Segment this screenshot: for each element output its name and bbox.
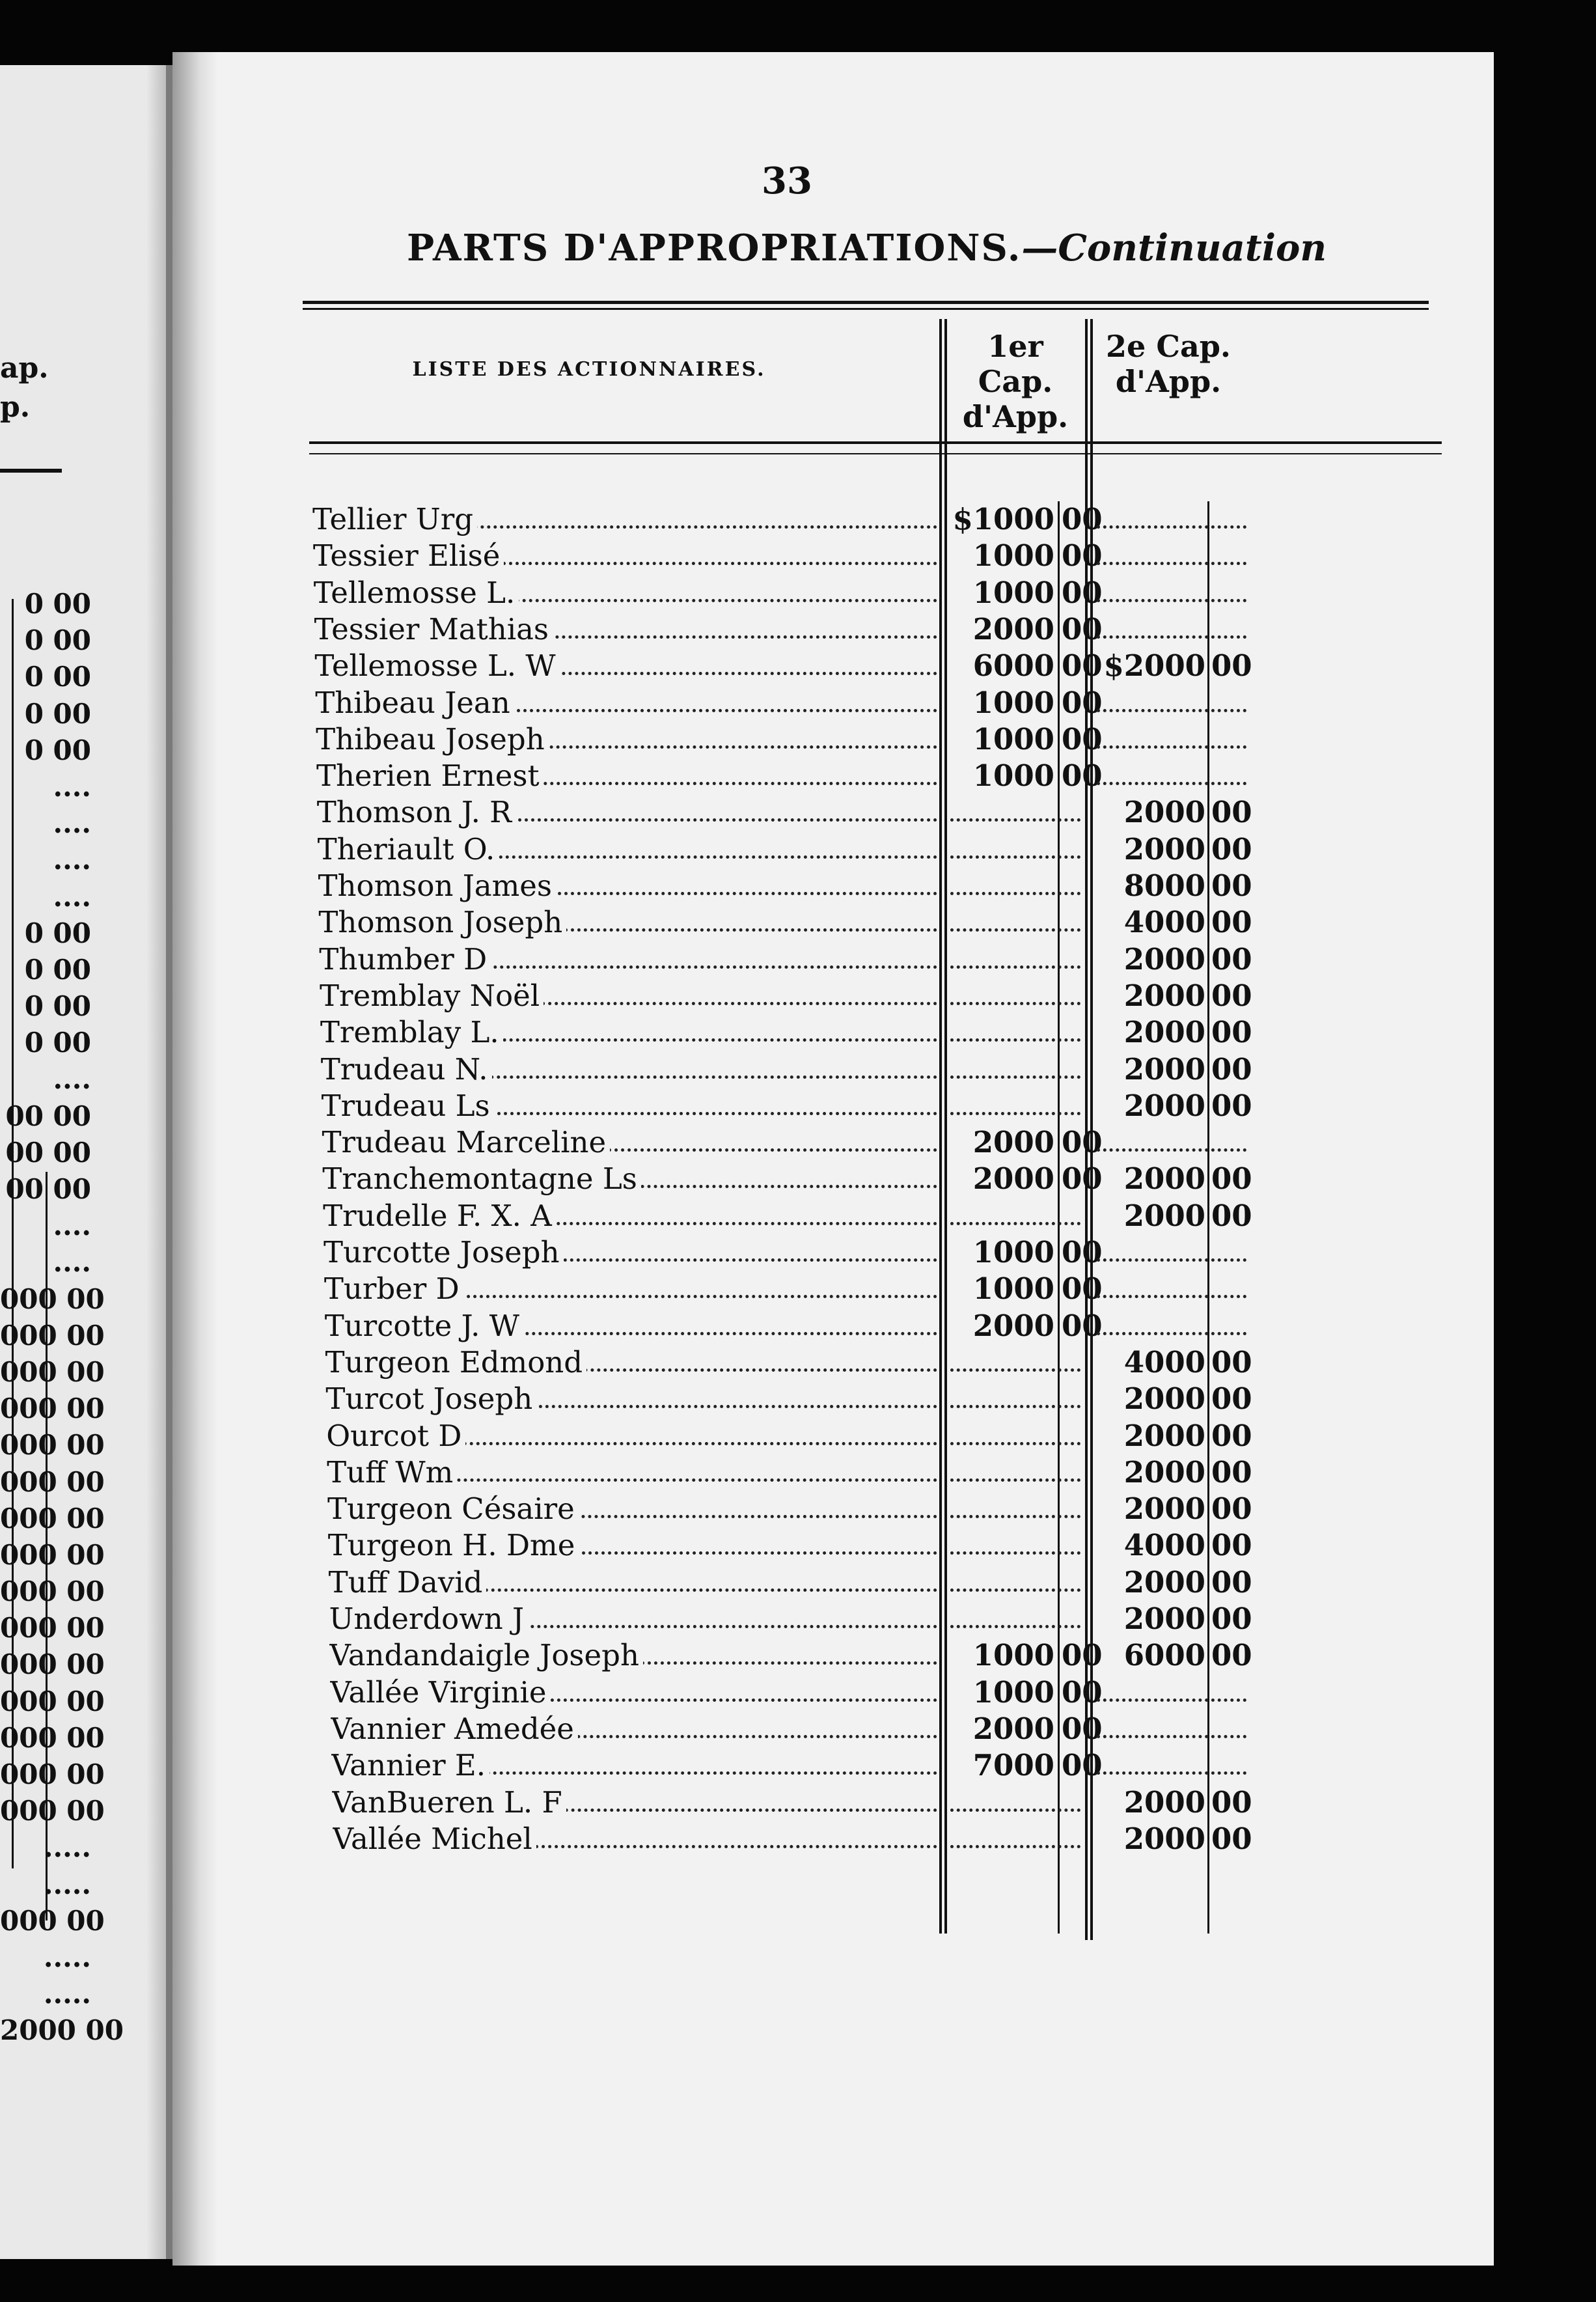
empty-amount-dots [950,1442,1080,1445]
cents-1er-cap: 00 [1062,1674,1103,1710]
amount-2e-cap: 2000 [1123,795,1205,830]
left-page-value: 2000 00 [0,2014,124,2047]
amount-1er-cap: 1000 [972,1271,1054,1307]
table-row [172,1564,1494,1601]
amount-1er-cap: 2000 [972,1308,1054,1343]
left-page-value: 000 00 [0,1612,105,1644]
cents-2e-cap: 00 [1211,1784,1252,1820]
table-row [172,1491,1494,1527]
table-row [172,1051,1494,1088]
empty-amount-dots [1097,1332,1246,1335]
cents-2e-cap: 00 [1211,868,1252,903]
left-page-value: .... [53,880,91,913]
shareholder-name: Thomson J. R [317,794,516,831]
amount-2e-cap: 2000 [1123,1564,1205,1600]
cents-2e-cap: 00 [1211,1602,1252,1636]
empty-amount-dots [1097,1295,1246,1298]
empty-amount-dots [950,818,1080,822]
amount-2e-cap: 2000 [1123,1491,1205,1527]
left-page-value: 000 00 [0,1283,105,1315]
left-page-value: 000 00 [0,1429,105,1462]
left-page-value: 00 00 [5,1173,91,1205]
amount-1er-cap: 1000 [972,1235,1054,1269]
shareholder-name: Thibeau Joseph [316,721,549,758]
cents-1er-cap: 00 [1062,1125,1103,1160]
empty-amount-dots [1097,1735,1246,1738]
table-row [172,1674,1494,1711]
amount-1er-cap: 1000 [972,1674,1054,1710]
amount-2e-cap: 2000 [1123,1015,1205,1050]
shareholder-name: Turcot Joseph [325,1381,536,1417]
left-page-values [0,586,124,2049]
cents-2e-cap: 00 [1211,1491,1252,1527]
cents-2e-cap: 00 [1211,1198,1252,1233]
shareholder-table [172,52,1494,2266]
amount-2e-cap: 2000 [1123,1821,1205,1856]
shareholder-name: Theriault O. [318,831,499,868]
empty-amount-dots [950,1002,1080,1005]
amount-1er-cap: 1000 [972,538,1054,574]
shareholder-name: Tuff Wm [327,1454,457,1491]
amount-1er-cap: 1000 [972,1638,1054,1673]
cents-1er-cap: 00 [1062,1235,1103,1269]
empty-amount-dots [1097,1771,1246,1775]
cents-1er-cap: 00 [1062,758,1103,794]
amount-1er-cap: 2000 [972,611,1054,646]
table-row [172,611,1494,648]
document-page [172,52,1494,2266]
empty-amount-dots [950,1625,1080,1628]
cents-2e-cap: 00 [1211,905,1252,940]
table-row [172,1308,1494,1344]
table-row [172,794,1494,831]
amount-2e-cap: 2000 [1123,1088,1205,1123]
table-row [172,1161,1494,1197]
cents-2e-cap: 00 [1211,1454,1252,1490]
page-edge [166,65,172,2259]
table-row [172,538,1494,574]
empty-amount-dots [950,892,1080,895]
empty-amount-dots [1097,709,1246,712]
left-page-value: 000 00 [0,1904,105,1937]
shareholder-name: Tellemosse L. [314,575,519,611]
amount-2e-cap: 2000 [1123,978,1205,1013]
shareholder-name: Therien Ernest [316,758,543,794]
cents-1er-cap: 00 [1062,1271,1103,1307]
shareholder-name: Tremblay L. [320,1014,503,1051]
shareholder-name: Thomson James [318,868,557,904]
shareholder-name: Tessier Elisé [313,538,504,574]
amount-2e-cap: 2000 [1123,1198,1205,1233]
left-page-value: 0 00 [24,624,91,657]
table-row [172,1234,1494,1271]
cents-1er-cap: 00 [1062,1748,1103,1783]
left-page-header-line-2: p. [0,391,31,424]
empty-amount-dots [1097,599,1246,602]
cents-1er-cap: 00 [1062,721,1103,756]
cents-1er-cap: 00 [1062,685,1103,720]
cents-1er-cap: 00 [1062,575,1103,610]
column-header-2e-cap: 2e Cap. d'App. [1106,329,1231,399]
shareholder-name: Turcotte J. W [325,1308,523,1344]
left-page-value: 0 00 [24,734,91,766]
cents-2e-cap: 00 [1211,941,1252,977]
amount-1er-cap: 1000 [972,575,1054,610]
shareholder-name: Tessier Mathias [314,611,553,648]
left-page-value: 000 00 [0,1795,105,1827]
cents-2e-cap: 00 [1211,831,1252,867]
shareholder-name: Thumber D [319,941,491,978]
amount-2e-cap: 2000 [1123,1784,1205,1820]
table-row [172,685,1494,721]
cents-2e-cap: 00 [1211,1564,1252,1600]
cents-2e-cap: 00 [1211,795,1252,830]
left-page-value: 000 00 [0,1685,105,1717]
empty-amount-dots [950,965,1080,969]
amount-2e-cap: 2000 [1123,1602,1205,1636]
amount-1er-cap: $1000 [952,502,1054,536]
page-title-continuation: —Continuation [1021,227,1327,270]
table-row [172,1088,1494,1124]
left-page-value: 000 00 [0,1758,105,1790]
cents-2e-cap: 00 [1211,1418,1252,1453]
shareholder-name: Vannier Amedée [331,1711,578,1747]
amount-2e-cap: $2000 [1103,648,1205,684]
cents-2e-cap: 00 [1211,1528,1252,1563]
shareholder-name: Vallée Virginie [330,1674,550,1711]
amount-2e-cap: 2000 [1123,1051,1205,1087]
left-page-value: .... [53,844,91,876]
amount-1er-cap: 2000 [972,1711,1054,1746]
table-row [172,721,1494,758]
cents-2e-cap: 00 [1211,1051,1252,1087]
empty-amount-dots [950,1405,1080,1408]
left-page-value: 000 00 [0,1393,105,1425]
left-page-value: ..... [43,1941,91,1973]
left-page-value: 000 00 [0,1648,105,1681]
left-page-value: 000 00 [0,1355,105,1388]
cents-2e-cap: 00 [1211,1344,1252,1380]
left-page-value: 000 00 [0,1538,105,1571]
left-page-value: ..... [43,1831,91,1864]
list-header: LISTE DES ACTIONNAIRES. [412,358,766,381]
table-row [172,868,1494,904]
empty-amount-dots [1097,1148,1246,1152]
table-row [172,1124,1494,1161]
left-page-value: 00 00 [5,1100,91,1132]
amount-2e-cap: 2000 [1123,1161,1205,1197]
empty-amount-dots [950,1075,1080,1079]
cents-2e-cap: 00 [1211,1088,1252,1123]
empty-amount-dots [1097,1699,1246,1702]
table-row [172,978,1494,1014]
shareholder-name: Tremblay Noël [320,978,543,1014]
table-row [172,1418,1494,1454]
shareholder-name: Trudeau Ls [322,1088,494,1124]
left-page-value: 0 00 [24,661,91,693]
empty-amount-dots [950,1222,1080,1225]
left-page-value: .... [53,1210,91,1242]
shareholder-name: Thibeau Jean [315,685,514,721]
empty-amount-dots [950,855,1080,859]
table-row [172,941,1494,978]
table-row [172,1711,1494,1747]
left-page-value: .... [53,1063,91,1096]
left-page-value: .... [53,807,91,840]
table-row [172,1821,1494,1857]
shareholder-name: Tuff David [329,1564,487,1601]
empty-amount-dots [950,1515,1080,1518]
shareholder-name: VanBueren L. F [332,1784,566,1821]
cents-1er-cap: 00 [1062,502,1103,536]
shareholder-name: Ourcot D [326,1418,465,1454]
left-page-value: 000 00 [0,1465,105,1498]
shareholder-name: Tellier Urg [312,501,477,538]
column-header-1er-cap: 1er Cap. d'App. [962,329,1069,434]
cents-1er-cap: 00 [1062,1161,1103,1197]
amount-1er-cap: 1000 [972,685,1054,720]
table-row [172,1198,1494,1234]
empty-amount-dots [950,1551,1080,1555]
page-shade [146,65,166,2259]
cents-1er-cap: 00 [1062,1711,1103,1746]
table-row [172,501,1494,538]
amount-2e-cap: 6000 [1123,1638,1205,1673]
shareholder-name: Turgeon Edmond [325,1344,587,1381]
cents-2e-cap: 00 [1211,1161,1252,1197]
table-row [172,1527,1494,1564]
left-page-value: 000 00 [0,1575,105,1608]
cents-2e-cap: 00 [1211,648,1252,684]
cents-2e-cap: 00 [1211,1638,1252,1673]
amount-2e-cap: 4000 [1123,1344,1205,1380]
amount-2e-cap: 2000 [1123,1381,1205,1417]
empty-amount-dots [1097,525,1246,529]
left-page-value: ..... [43,1978,91,2010]
empty-amount-dots [950,1588,1080,1592]
left-page-value: .... [53,770,91,803]
page-number: 33 [762,159,812,202]
left-page-value: 000 00 [0,1502,105,1534]
amount-1er-cap: 1000 [972,721,1054,756]
cents-2e-cap: 00 [1211,1381,1252,1417]
shareholder-name: Turgeon Césaire [327,1491,579,1527]
cents-2e-cap: 00 [1211,1821,1252,1856]
empty-amount-dots [950,1809,1080,1812]
empty-amount-dots [950,1478,1080,1482]
empty-amount-dots [950,1038,1080,1042]
amount-1er-cap: 6000 [972,648,1054,684]
table-row [172,1601,1494,1637]
shareholder-name: Turcotte Joseph [323,1234,564,1271]
left-page-value: 0 00 [24,588,91,620]
left-page-value: 000 00 [0,1721,105,1754]
left-page-header-line-1: ap. [0,352,49,385]
shareholder-name: Thomson Joseph [318,904,566,941]
table-row [172,1637,1494,1674]
cents-2e-cap: 00 [1211,978,1252,1013]
amount-1er-cap: 1000 [972,758,1054,794]
shareholder-name: Trudeau N. [321,1051,492,1088]
empty-amount-dots [950,1368,1080,1372]
empty-amount-dots [1097,562,1246,565]
table-row [172,1454,1494,1491]
shareholder-name: Underdown J [329,1601,529,1637]
empty-amount-dots [1097,635,1246,639]
left-page-value: .... [53,1246,91,1279]
shareholder-name: Tellemosse L. W [314,648,559,684]
amount-1er-cap: 2000 [972,1161,1054,1197]
left-page-rule [0,469,62,473]
amount-2e-cap: 2000 [1123,1454,1205,1490]
left-page-value: 0 00 [24,697,91,730]
amount-2e-cap: 4000 [1123,905,1205,940]
cents-1er-cap: 00 [1062,1308,1103,1343]
empty-amount-dots [1097,782,1246,785]
cents-1er-cap: 00 [1062,538,1103,574]
empty-amount-dots [950,928,1080,932]
table-row [172,904,1494,941]
amount-2e-cap: 8000 [1123,868,1205,903]
amount-2e-cap: 4000 [1123,1528,1205,1563]
amount-2e-cap: 2000 [1123,941,1205,977]
cents-1er-cap: 00 [1062,648,1103,684]
shareholder-name: Turgeon H. Dme [328,1527,579,1564]
table-row [172,1271,1494,1307]
amount-2e-cap: 2000 [1123,831,1205,867]
cents-1er-cap: 00 [1062,1638,1103,1673]
shareholder-name: Tranchemontagne Ls [322,1161,641,1197]
table-row [172,1381,1494,1417]
table-row [172,575,1494,611]
left-page-value: 00 00 [5,1136,91,1169]
table-row [172,1344,1494,1381]
amount-1er-cap: 7000 [972,1748,1054,1783]
page-title-main: PARTS D'APPROPRIATIONS. [407,227,1022,270]
shareholder-name: Vandandaigle Joseph [329,1637,643,1674]
left-page-value: 000 00 [0,1319,105,1352]
table-row [172,1014,1494,1051]
amount-1er-cap: 2000 [972,1125,1054,1160]
left-page-value: ..... [43,1868,91,1900]
left-page-value: 0 00 [24,990,91,1023]
empty-amount-dots [950,1845,1080,1848]
cents-1er-cap: 00 [1062,611,1103,646]
table-row [172,1784,1494,1821]
cents-2e-cap: 00 [1211,1015,1252,1050]
table-row [172,758,1494,794]
table-row [172,648,1494,684]
empty-amount-dots [950,1112,1080,1115]
shareholder-name: Vallée Michel [333,1821,536,1857]
left-page-fragment [0,65,172,2259]
empty-amount-dots [1097,1258,1246,1262]
shareholder-name: Turber D [324,1271,463,1307]
left-page-value: 0 00 [24,1027,91,1059]
left-page-value: 0 00 [24,953,91,986]
empty-amount-dots [1097,745,1246,749]
shareholder-name: Trudeau Marceline [322,1124,610,1161]
table-row [172,1747,1494,1784]
left-page-value: 0 00 [24,917,91,949]
table-row [172,831,1494,868]
shareholder-name: Trudelle F. X. A [323,1198,556,1234]
amount-2e-cap: 2000 [1123,1418,1205,1453]
shareholder-name: Vannier E. [331,1747,489,1784]
